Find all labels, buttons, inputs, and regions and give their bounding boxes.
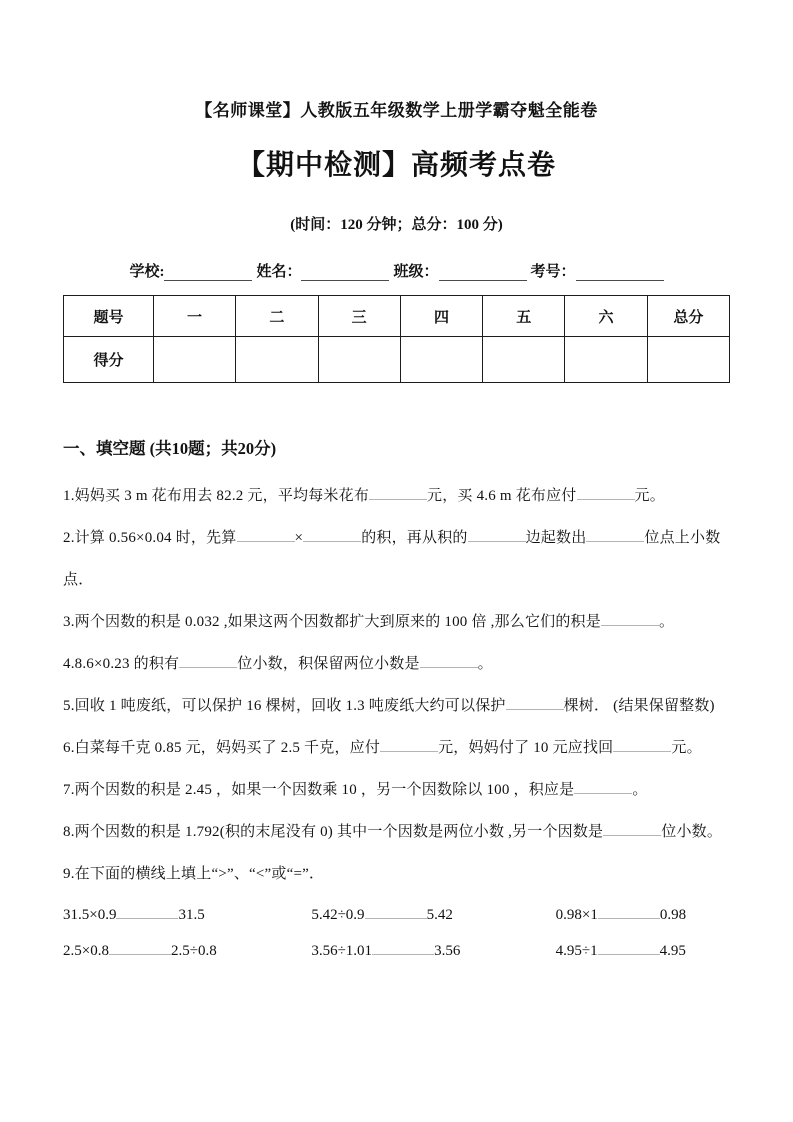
score-table-header-cell: 总分 <box>647 296 729 337</box>
blank-line <box>577 485 635 500</box>
score-table-header-cell: 三 <box>318 296 400 337</box>
score-cell <box>565 337 647 383</box>
blank-line <box>598 904 660 919</box>
score-table-header-cell: 五 <box>483 296 565 337</box>
score-table-header-row <box>64 296 730 337</box>
form-field <box>129 260 252 281</box>
comparison-right: 4.95 <box>659 943 686 959</box>
comparison-right: 2.5÷0.8 <box>170 943 217 959</box>
form-blank-line <box>439 264 527 281</box>
question: 3.两个因数的积是 0.032 ,如果这两个因数都扩大到原来的 100 倍 ,那么它们的积是 。 <box>63 601 730 643</box>
question: 4.8.6×0.23 的积有 位小数，积保留两位小数是 。 <box>63 643 730 685</box>
comparison-item <box>63 897 285 933</box>
score-cell <box>400 337 482 383</box>
score-row-label: 得分 <box>64 337 154 383</box>
blank-line <box>468 527 526 542</box>
blank-line <box>586 527 644 542</box>
question: 8.两个因数的积是 1.792(积的末尾没有 0) 其中一个因数是两位小数 ,另一个因数是 位小数。 <box>63 811 730 853</box>
blank-line <box>369 485 427 500</box>
question: 1.妈妈买 3 m 花布用去 82.2 元，平均每米花布 元，买 4.6 m 花布应付 元。 <box>63 475 730 517</box>
score-table-score-row <box>64 337 730 383</box>
questions <box>63 475 730 895</box>
question: 6.白菜每千克 0.85 元，妈妈买了 2.5 千克，应付 元，妈妈付了 10 元应找回 元。 <box>63 727 730 769</box>
header-form <box>63 260 730 281</box>
form-blank-line <box>301 264 389 281</box>
blank-line <box>179 653 237 668</box>
comparison-left: 2.5×0.8 <box>63 943 109 959</box>
blank-line <box>109 940 171 955</box>
section-one-heading: 一、填空题 (共10题；共20分) <box>63 439 277 458</box>
doc-subtitle: 【期中检测】高频考点卷 <box>236 150 556 181</box>
comparison-item <box>508 897 730 933</box>
score-cell <box>318 337 400 383</box>
comparison-item <box>508 933 730 969</box>
comparison-item <box>285 933 507 969</box>
comparison-left: 4.95÷1 <box>555 943 598 959</box>
score-table-header-cell: 四 <box>400 296 482 337</box>
question: 7.两个因数的积是 2.45 ，如果一个因数乘 10 ，另一个因数除以 100 ，积应是 。 <box>63 769 730 811</box>
comparison-right: 31.5 <box>178 907 205 923</box>
blank-line <box>420 653 478 668</box>
form-field <box>393 260 526 281</box>
comparison-item <box>285 897 507 933</box>
comparison-right: 0.98 <box>659 907 687 923</box>
comparison-left: 3.56÷1.01 <box>311 943 373 959</box>
comparison-grid <box>63 897 730 969</box>
comparison-right: 5.42 <box>426 907 453 923</box>
comparison-left: 31.5×0.9 <box>63 907 117 923</box>
score-cell <box>236 337 318 383</box>
blank-line <box>613 737 671 752</box>
question: 9.在下面的横线上填上“>”、“<”或“=”． <box>63 866 325 882</box>
score-table-header-cell: 二 <box>236 296 318 337</box>
score-table-header-cell: 一 <box>153 296 235 337</box>
blank-line <box>574 779 632 794</box>
score-table-header-cell: 题号 <box>64 296 154 337</box>
blank-line <box>237 527 295 542</box>
form-field <box>531 260 664 281</box>
score-table-header-cell: 六 <box>565 296 647 337</box>
form-field-label: 班级： <box>393 264 439 280</box>
form-field-label: 考号： <box>530 264 576 280</box>
form-blank-line <box>576 264 664 281</box>
blank-line <box>303 527 361 542</box>
score-cell <box>153 337 235 383</box>
question: 5.回收 1 吨废纸，可以保护 16 棵树，回收 1.3 吨废纸大约可以保护 棵树． (结果保留整数) <box>63 685 730 727</box>
blank-line <box>372 940 434 955</box>
blank-line <box>598 940 660 955</box>
form-field <box>256 260 389 281</box>
blank-line <box>506 695 564 710</box>
blank-line <box>365 904 427 919</box>
comparison-item <box>63 933 285 969</box>
blank-line <box>603 821 661 836</box>
comparison-left: 5.42÷0.9 <box>311 907 365 923</box>
form-field-label: 学校: <box>129 264 165 280</box>
blank-line <box>601 611 659 626</box>
doc-title: 【名师课堂】人教版五年级数学上册学霸夺魁全能卷 <box>195 101 598 120</box>
blank-line <box>380 737 438 752</box>
blank-line <box>116 904 178 919</box>
comparison-left: 0.98×1 <box>555 907 598 923</box>
score-cell <box>483 337 565 383</box>
score-cell <box>647 337 729 383</box>
comparison-right: 3.56 <box>434 943 461 959</box>
question: 2.计算 0.56×0.04 时，先算 × 的积，再从积的 边起数出 位点上小数点． <box>63 517 730 601</box>
score-table <box>63 295 730 383</box>
form-field-label: 姓名： <box>256 264 302 280</box>
doc-info-line: (时间：120 分钟；总分：100 分) <box>290 217 503 233</box>
form-blank-line <box>164 264 252 281</box>
